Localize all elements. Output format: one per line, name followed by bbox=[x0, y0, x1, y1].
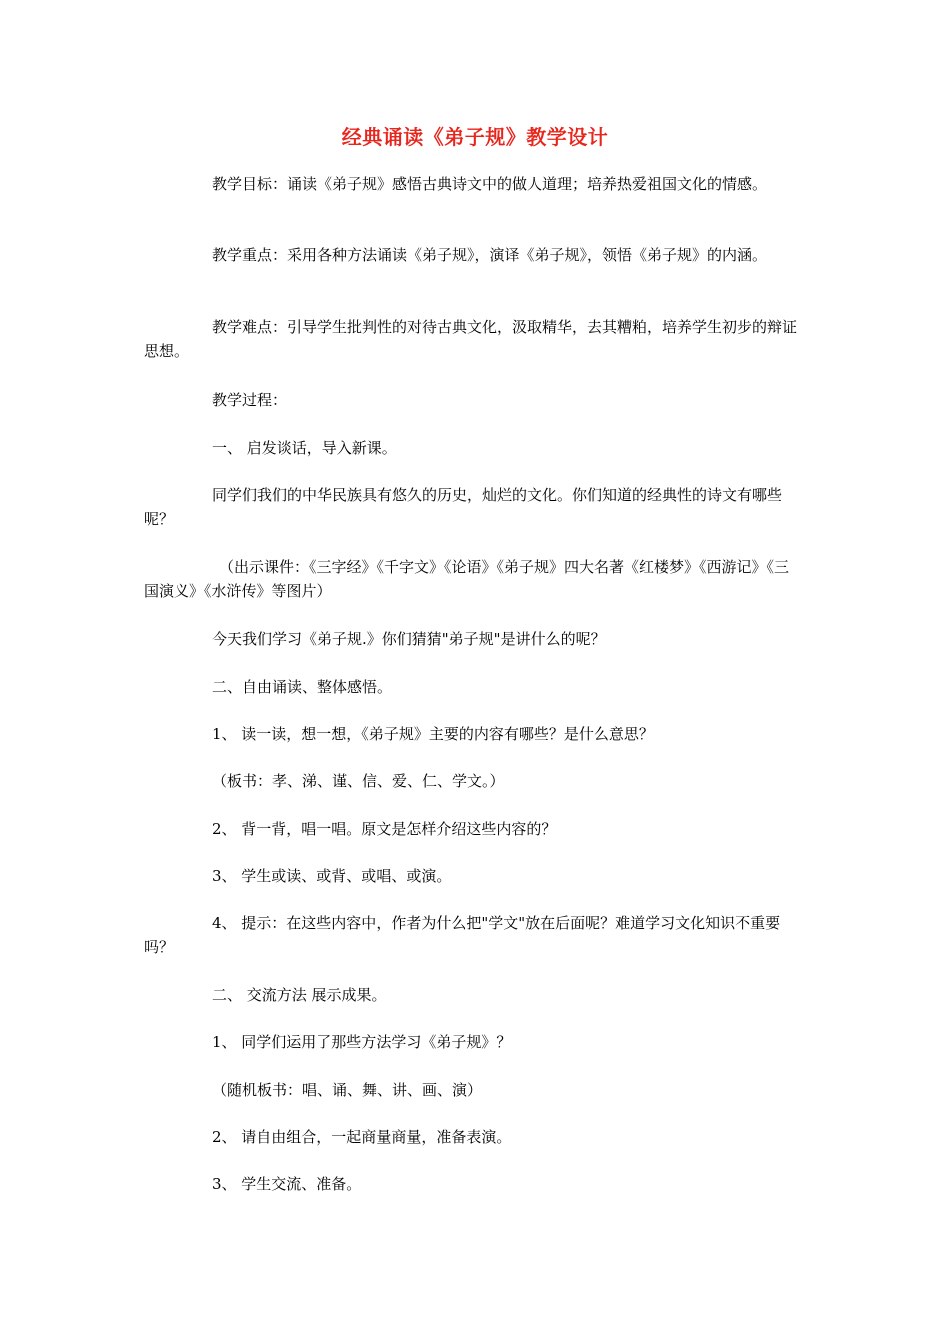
paragraph-intro: 同学们我们的中华民族具有悠久的历史，灿烂的文化。你们知道的经典性的诗文有哪些呢？ bbox=[144, 486, 783, 528]
list-item-1: 1、 读一读，想一想，《弟子规》主要的内容有哪些？是什么意思？ bbox=[212, 725, 654, 743]
list-item-7: 3、 学生交流、准备。 bbox=[212, 1175, 362, 1193]
list-item-2: 2、 背一背，唱一唱。原文是怎样介绍这些内容的？ bbox=[212, 820, 557, 838]
paragraph-today: 今天我们学习《弟子规.》你们猜猜"弟子规"是讲什么的呢？ bbox=[212, 630, 606, 648]
board-note-1: （板书：孝、涕、谨、信、爱、仁、学文。） bbox=[212, 772, 505, 790]
paragraph-teaching-process: 教学过程： bbox=[212, 391, 288, 409]
section-heading-2: 二、自由诵读、整体感悟。 bbox=[212, 678, 393, 696]
paragraph-teaching-difficulty: 教学难点：引导学生批判性的对待古典文化，汲取精华，去其糟粕，培养学生初步的辩证思想。 bbox=[144, 318, 798, 360]
section-heading-3: 二、 交流方法 展示成果。 bbox=[212, 986, 387, 1004]
list-item-5: 1、 同学们运用了那些方法学习《弟子规》？ bbox=[212, 1033, 512, 1051]
list-item-3: 3、 学生或读、或背、或唱、或演。 bbox=[212, 867, 452, 885]
list-item-6: 2、 请自由组合，一起商量商量，准备表演。 bbox=[212, 1128, 512, 1146]
paragraph-teaching-focus: 教学重点：采用各种方法诵读《弟子规》，演译《弟子规》，领悟《弟子规》的内涵。 bbox=[212, 246, 768, 264]
board-note-2: （随机板书：唱、诵、舞、讲、画、演） bbox=[212, 1081, 483, 1099]
list-item-4: 4、 提示：在这些内容中，作者为什么把"学文"放在后面呢？难道学习文化知识不重要吗？ bbox=[144, 914, 781, 956]
section-heading-1: 一、 启发谈话，导入新课。 bbox=[212, 439, 397, 457]
document-title: 经典诵读《弟子规》教学设计 bbox=[341, 125, 609, 149]
paragraph-courseware: （出示课件：《三字经》《千字文》《论语》《弟子规》四大名著《红楼梦》《西游记》《三国演义》《水浒传》等图片） bbox=[144, 558, 790, 600]
paragraph-teaching-goal: 教学目标：诵读《弟子规》感悟古典诗文中的做人道理；培养热爱祖国文化的情感。 bbox=[212, 175, 768, 193]
